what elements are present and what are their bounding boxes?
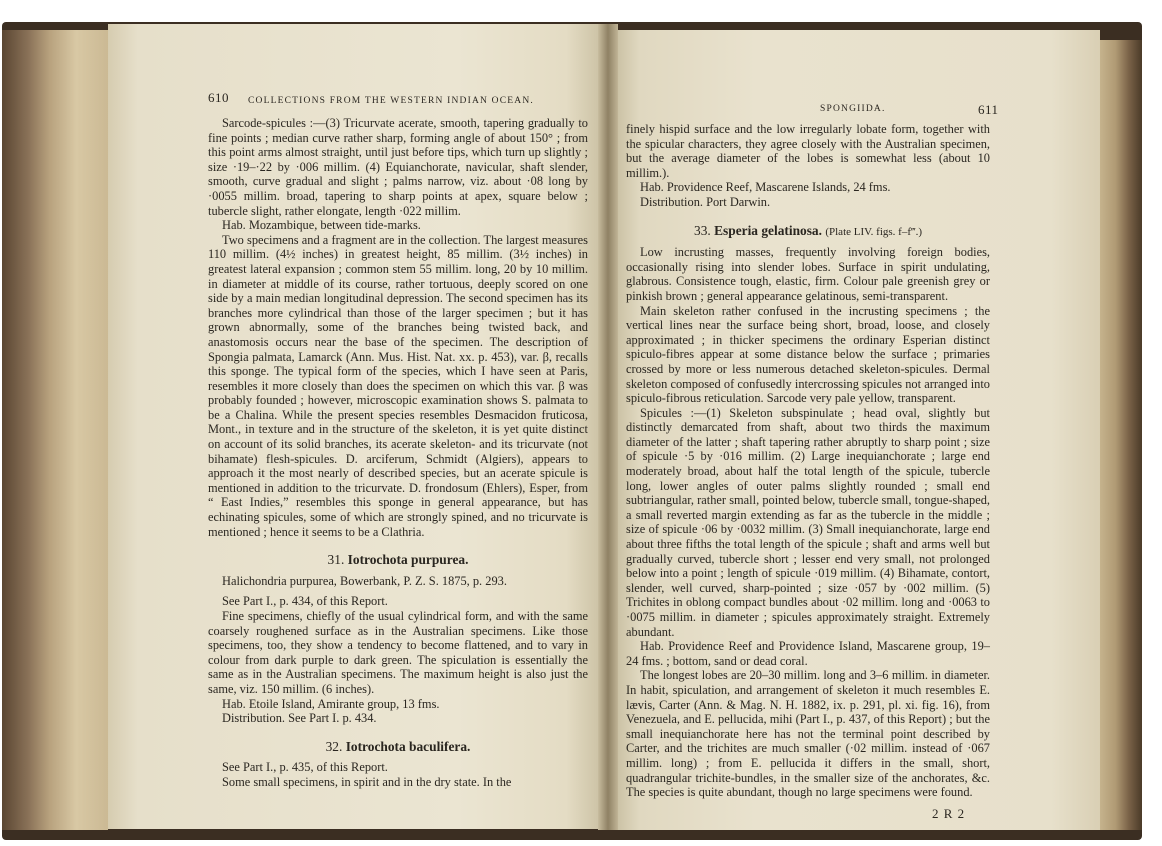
section-number: 33.: [694, 222, 711, 238]
paragraph: Some small specimens, in spirit and in the dry state. In the: [222, 774, 512, 789]
section-heading-33: [626, 224, 990, 240]
see-reference: See Part I., p. 434, of this Report.: [222, 594, 388, 609]
left-page-number: 610: [208, 90, 229, 105]
habitat-line: Hab. Mozambique, between tide-marks.: [222, 218, 421, 233]
plate-reference: (Plate LIV. figs. f–f‴.): [825, 225, 922, 238]
habitat-line: Hab. Providence Reef and Providence Island, Mascarene group, 19–24 fms. ; bottom, sand or dead coral.: [626, 639, 990, 668]
left-running-head: COLLECTIONS FROM THE WESTERN INDIAN OCEAN.: [248, 96, 534, 106]
left-text-column: [208, 116, 588, 790]
paragraph: Sarcode-spicules :—(3) Tricurvate acerate, smooth, tapering gradually to fine points ; median curve rather sharp, forming angle of about 150° ; from this point arms almost straight, until just before tips, which turn up slightly ; size ·19–·22 by ·006 millim. (4) Equianchorate, navicular, shaft slender, smooth, curve gradual and slight ; palms narrow, viz. about ·08 long by ·0055 millim. broad, tapering to sharp points at apex, square below ; tubercle slight, rather elongate, length ·022 millim.: [208, 116, 588, 218]
paragraph: Fine specimens, chiefly of the usual cylindrical form, and with the same coarsely roughened surface as in the Australian specimens. Like those specimens, too, they show a tendency to become flattened, and to vary in colour from dark purple to dark green. The spiculation is essentially the same as in the Australian specimens. The maximum height is also just the same, viz. 150 millim. (6 inches).: [208, 609, 588, 696]
paragraph: Main skeleton rather confused in the incrusting specimens ; the vertical lines near the surface being short, broad, loose, and closely approximated ; in thicker specimens the ordinary Esperian distinct spiculo-fibres appear at some distance below the surface ; primaries crossed by more or less numerous detached skeleton-spicules. Dermal skeleton composed of confusedly intercrossing spicules not arranged into spiculo-fibrous reticulation. Sarcode very pale yellow, transparent.: [626, 303, 990, 406]
paragraph: Low incrusting masses, frequently involving foreign bodies, occasionally rising into slender lobes. Surface in spirit undulating, glabrous. Consistence tough, elastic, firm. Colour pale greenish grey or pinkish brown ; general appearance gelatinous, semi-transparent.: [626, 245, 990, 303]
right-running-head: SPONGIIDA.: [820, 104, 886, 114]
habitat-line: Hab. Providence Reef, Mascarene Islands, 24 fms.: [640, 180, 891, 195]
left-page-edges: [2, 30, 108, 830]
synonym-line: Halichondria purpurea, Bowerbank, P. Z. S. 1875, p. 293.: [222, 573, 507, 588]
paragraph: Two specimens and a fragment are in the collection. The largest measures 110 millim. (4½ inches) in greatest height, 85 millim. (3½ inches) in greatest lateral expansion ; common stem 55 millim. long, 20 by 10 millim. in diameter at middle of its course, rather tortuous, deeply scored on one side by a main median longitudinal depression. The second specimen has its branches more cylindrical than those of the larger specimen ; but it has grown abnormally, some of the branches being twisted back, and anastomosis occurs near the base of the specimen. The description of Spongia palmata, Lamarck (Ann. Mus. Hist. Nat. xx. p. 453), var. β, recalls this sponge. The typical form of the species, which I have seen at Paris, resembles it more closely than does the specimen on which this var. β was probably founded ; however, microscopic examination shows S. palmata to be a Chalina. While the present species resembles Desmacidon fruticosa, Mont., in texture and in the structure of the skeleton, it is yet quite distinct on account of its solid branches, its acerate skeleton- and its tricurvate (not bihamate) flesh-spicules. D. arciferum, Schmidt (Algiers), appears to approach it the most nearly of described species, but an acerate spicule is mentioned in addition to the tricurvate. D. frondosum (Ehlers), Esper, from “ East Indies,” resembles this sponge in general appearance, but has echinating spicules, some of which are strongly spined, and no tricurvate is mentioned ; hence it seems to be a Clathria.: [208, 232, 588, 539]
section-heading-32: [208, 740, 588, 755]
paragraph: finely hispid surface and the low irregularly lobate form, together with the spicular characters, they agree closely with the Australian specimen, but the average diameter of the lobes is somewhat less (about 10 millim.).: [626, 122, 990, 180]
section-number: 32.: [325, 738, 343, 754]
right-page-number: 611: [978, 102, 999, 117]
habitat-line: Hab. Etoile Island, Amirante group, 13 fms.: [222, 696, 440, 711]
book-gutter: [598, 24, 618, 830]
right-text-column: [626, 122, 990, 800]
signature-mark: 2 R 2: [932, 806, 966, 821]
paragraph: Spicules :—(1) Skeleton subspinulate ; head oval, slightly but distinctly demarcated from shaft, about two thirds the maximum diameter of the latter ; shaft tapering rather abruptly to sharp point ; size of spicule ·5 by ·016 millim. (2) Large inequianchorate ; large end moderately broad, about half the total length of the spicule, tubercle long, lower angles of outer palms slightly rounded ; small end subtriangular, rather small, pointed below, tubercle small, tongue-shaped, a small reverted margin extending as far as the tubercle in the middle ; size of spicule ·06 by ·0032 millim. (3) Small inequianchorate, large end about three fifths the total length of the spicule ; shaft and arms well but gradually curved, tubercle short ; lesser end very small, not prolonged below into a point ; length of spicule ·019 millim. (4) Bihamate, contort, slender, well curved, sharp-pointed ; size ·057 by ·002 millim. (5) Trichites in oblong compact bundles about ·02 millim. long and ·0063 to ·0075 millim. in diameter ; spicules approximately straight. Extremely abundant.: [626, 405, 990, 639]
right-page-edges: [1098, 40, 1142, 830]
see-reference: See Part I., p. 435, of this Report.: [222, 760, 388, 775]
section-title: Iotrochota baculifera.: [345, 738, 471, 754]
section-heading-31: [208, 553, 588, 568]
paragraph: The longest lobes are 20–30 millim. long and 3–6 millim. in diameter. In habit, spiculation, and arrangement of skeleton it much resembles E. lævis, Carter (Ann. & Mag. N. H. 1882, ix. p. 291, pl. xi. fig. 16), from Venezuela, and E. pellucida, mihi (Part I., p. 437, of this Report) ; but the small inequianchorate here has not the terminal point described by Carter, and the trichites are much smaller (·02 millim. instead of ·067 millim. long) ; from E. pellucida it differs in the small, short, quadrangular trichite-bundles, in the smaller size of the anchorates, &c. The species is quite abundant, though no large specimens were found.: [626, 668, 990, 800]
distribution-line: Distribution. Port Darwin.: [640, 194, 771, 209]
section-title: Esperia gelatinosa.: [714, 222, 822, 238]
section-title: Iotrochota purpurea.: [347, 552, 469, 568]
distribution-line: Distribution. See Part I. p. 434.: [222, 711, 377, 726]
section-number: 31.: [327, 552, 345, 568]
